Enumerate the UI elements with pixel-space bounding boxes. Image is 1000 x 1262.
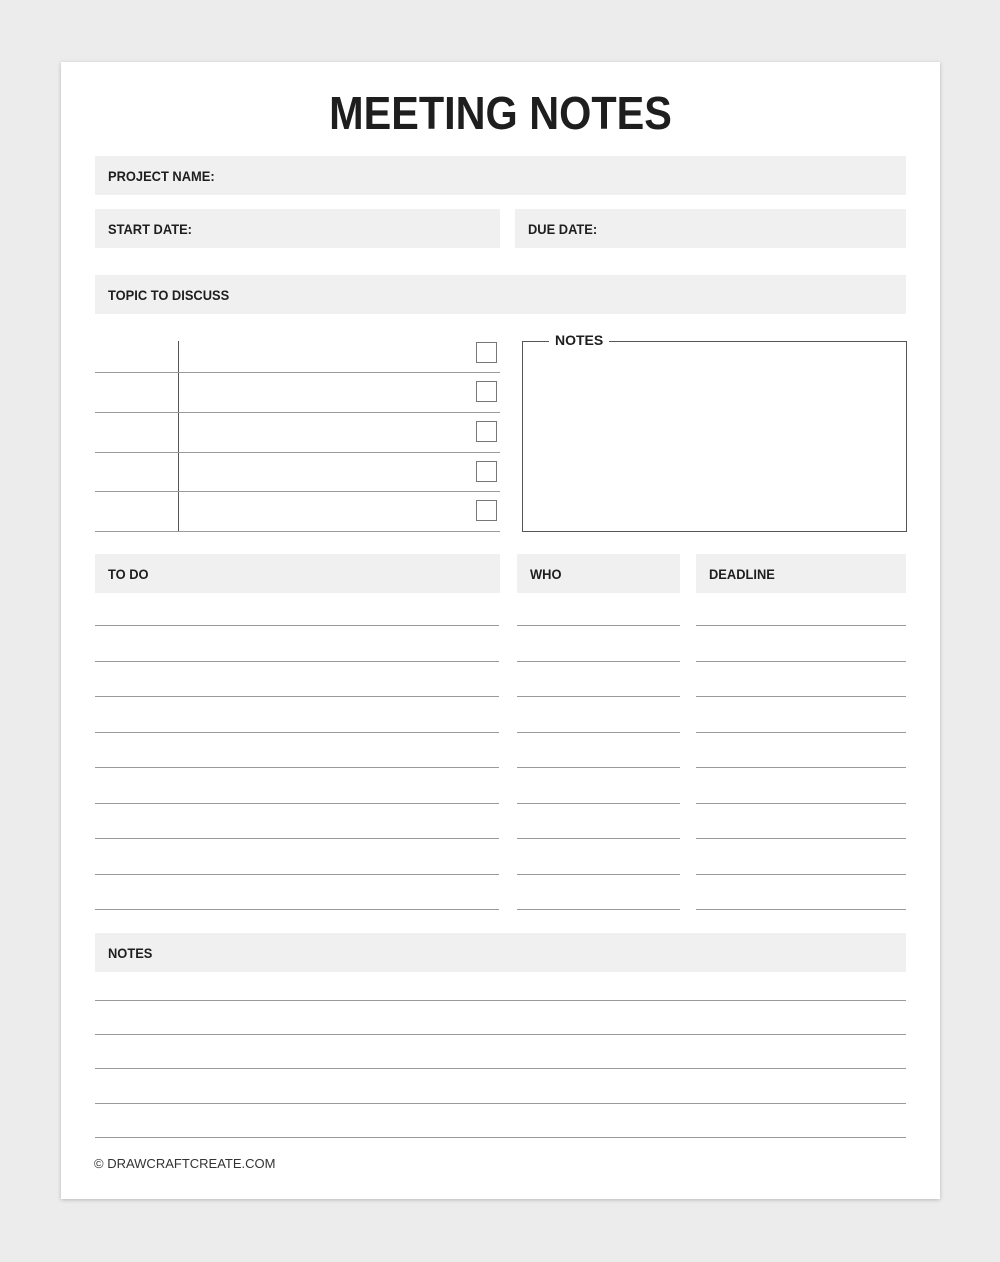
deadline-line[interactable] (696, 732, 906, 733)
deadline-line[interactable] (696, 803, 906, 804)
project-name-label: PROJECT NAME: (108, 167, 215, 184)
todo-line[interactable] (95, 909, 499, 910)
deadline-line[interactable] (696, 838, 906, 839)
start-date-label: START DATE: (108, 220, 192, 237)
notes-box-label: NOTES (549, 332, 609, 348)
notes-box[interactable] (522, 341, 907, 532)
worksheet-page (61, 62, 940, 1199)
deadline-line[interactable] (696, 661, 906, 662)
topic-checkbox[interactable] (476, 500, 497, 521)
topic-header (95, 275, 906, 314)
deadline-line[interactable] (696, 625, 906, 626)
topic-checkbox[interactable] (476, 342, 497, 363)
todo-line[interactable] (95, 661, 499, 662)
topic-checkbox[interactable] (476, 381, 497, 402)
todo-line[interactable] (95, 838, 499, 839)
topic-row-rule (95, 491, 500, 492)
who-line[interactable] (517, 803, 680, 804)
who-line[interactable] (517, 696, 680, 697)
deadline-header (696, 554, 906, 593)
due-date-label: DUE DATE: (528, 220, 598, 237)
todo-line[interactable] (95, 767, 499, 768)
notes-line[interactable] (95, 1034, 906, 1035)
topic-label: TOPIC TO DISCUSS (108, 286, 230, 303)
who-line[interactable] (517, 661, 680, 662)
page-title: MEETING NOTES (329, 87, 672, 139)
who-line[interactable] (517, 874, 680, 875)
todo-line[interactable] (95, 696, 499, 697)
deadline-line[interactable] (696, 696, 906, 697)
todo-label: TO DO (108, 565, 149, 582)
topic-row-rule (95, 452, 500, 453)
deadline-line[interactable] (696, 767, 906, 768)
topic-checkbox[interactable] (476, 461, 497, 482)
who-line[interactable] (517, 732, 680, 733)
topic-checkbox[interactable] (476, 421, 497, 442)
todo-header (95, 554, 500, 593)
who-line[interactable] (517, 625, 680, 626)
who-label: WHO (530, 565, 562, 582)
due-date-field[interactable] (515, 209, 906, 248)
todo-line[interactable] (95, 625, 499, 626)
notes-line[interactable] (95, 1068, 906, 1069)
notes-line[interactable] (95, 1000, 906, 1001)
todo-line[interactable] (95, 874, 499, 875)
todo-line[interactable] (95, 803, 499, 804)
notes-line[interactable] (95, 1137, 906, 1138)
deadline-line[interactable] (696, 874, 906, 875)
topic-row-rule (95, 412, 500, 413)
project-name-field[interactable] (95, 156, 906, 195)
topic-row-rule (95, 531, 500, 532)
notes-section-label: NOTES (108, 944, 153, 961)
notes-line[interactable] (95, 1103, 906, 1104)
notes-section-header (95, 933, 906, 972)
deadline-line[interactable] (696, 909, 906, 910)
topic-row-rule (95, 372, 500, 373)
copyright-footer: © DRAWCRAFTCREATE.COM (94, 1156, 276, 1171)
who-header (517, 554, 680, 593)
topic-column-divider (178, 341, 179, 532)
who-line[interactable] (517, 767, 680, 768)
who-line[interactable] (517, 838, 680, 839)
start-date-field[interactable] (95, 209, 500, 248)
deadline-label: DEADLINE (709, 565, 775, 582)
todo-line[interactable] (95, 732, 499, 733)
who-line[interactable] (517, 909, 680, 910)
